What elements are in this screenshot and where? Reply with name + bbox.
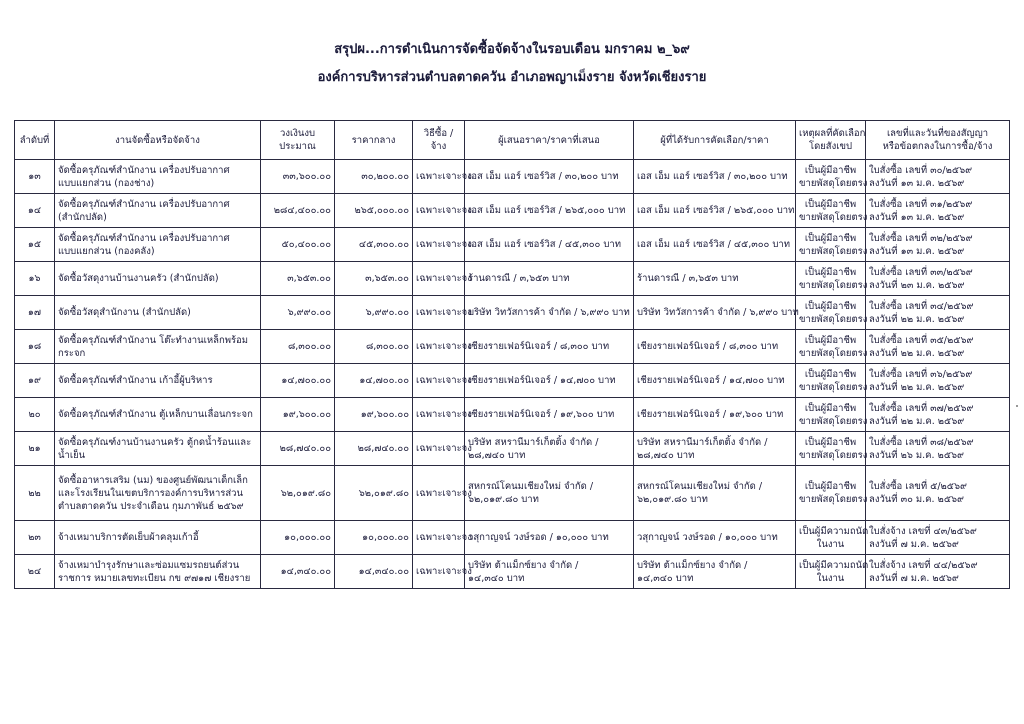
cell-item: [55, 432, 261, 466]
cell-reason-line: เป็นผู้มีอาชีพ: [804, 436, 857, 448]
cell-reason-line: ขายพัสดุโดยตรง: [799, 449, 868, 461]
cell-bidder-line: เชียงรายเฟอร์นิเจอร์ / ๑๙,๖๐๐ บาท: [468, 409, 615, 420]
cell-contract-line: ลงวันที่ ๑๓ ม.ค. ๒๕๖๙: [869, 211, 965, 223]
table-row: [15, 521, 1010, 555]
cell-method: เฉพาะเจาะจง: [413, 521, 465, 555]
cell-method: เฉพาะเจาะจง: [413, 160, 465, 194]
cell-item: [55, 160, 261, 194]
cell-contract: [866, 521, 1010, 555]
cell-median-price: ๑๐,๐๐๐.๐๐: [335, 521, 413, 555]
cell-budget: ๒๘,๗๔๐.๐๐: [261, 432, 335, 466]
cell-selected: [634, 330, 796, 364]
cell-item-line: จัดซื้อวัสดุสำนักงาน (สำนักปลัด): [58, 307, 191, 318]
cell-bidder: [465, 160, 634, 194]
table-header-row: [15, 121, 1010, 160]
cell-bidder-line: เชียงรายเฟอร์นิเจอร์ / ๑๔,๗๐๐ บาท: [468, 375, 616, 386]
cell-method: เฉพาะเจาะจง: [413, 228, 465, 262]
cell-method: เฉพาะเจาะจง: [413, 330, 465, 364]
cell-selected: [634, 521, 796, 555]
cell-contract: [866, 262, 1010, 296]
cell-item: [55, 228, 261, 262]
organization-subtitle: องค์การบริหารส่วนตำบลตาดควัน อำเภอพญาเม็งราย จังหวัดเชียงราย: [317, 70, 707, 85]
cell-reason: [796, 432, 866, 466]
cell-median-price: ๖๒,๐๑๙.๘๐: [335, 466, 413, 521]
cell-contract-line: ลงวันที่ ๒๒ ม.ค. ๒๕๖๙: [869, 381, 965, 393]
cell-bidder: [465, 466, 634, 521]
cell-contract-line: ใบสั่งซื้อ เลขที่ ๓๘/๒๕๖๙: [869, 436, 974, 448]
cell-bidder-line: บริษัท สหรานีมาร์เก็ตติ้ง จำกัด /: [468, 436, 599, 448]
header-line: เหตุผลที่คัดเลือก: [799, 128, 866, 139]
cell-item: [55, 364, 261, 398]
cell-reason-line: เป็นผู้มีอาชีพ: [804, 266, 857, 278]
cell-contract-line: ใบสั่งซื้อ เลขที่ ๓๑/๒๕๖๙: [869, 198, 973, 210]
cell-selected-line: เอส เอ็ม แอร์ เซอร์วิส / ๔๕,๓๐๐ บาท: [637, 239, 790, 250]
cell-item-line: จัดซื้อครุภัณฑ์สำนักงาน โต๊ะทำงานเหล็กพร้อม: [58, 334, 249, 346]
cell-selected-line: วสุกาญจน์ วงษ์รอด / ๑๐,๐๐๐ บาท: [637, 532, 778, 543]
cell-median-price: ๔๕,๓๐๐.๐๐: [335, 228, 413, 262]
cell-contract-line: ใบสั่งจ้าง เลขที่ ๔๔/๒๕๖๙: [869, 559, 978, 571]
column-header-method: วิธีซื้อ / จ้าง: [413, 121, 465, 160]
cell-contract-line: ใบสั่งจ้าง เลขที่ ๔๓/๒๕๖๙: [869, 525, 977, 537]
cell-bidder: [465, 555, 634, 589]
cell-item: [55, 521, 261, 555]
cell-contract: [866, 398, 1010, 432]
cell-bidder-line: ร้านดารณี / ๓,๖๕๓ บาท: [468, 273, 570, 284]
cell-budget: ๓,๖๕๓.๐๐: [261, 262, 335, 296]
cell-item-line: จัดซื้อครุภัณฑ์สำนักงาน เครื่องปรับอากาศ: [58, 198, 230, 210]
cell-reason: [796, 555, 869, 589]
cell-item-line: กระจก: [58, 347, 86, 359]
cell-bidder-line: บริษัท ต้าแม็กซ์ยาง จำกัด /: [468, 559, 579, 571]
cell-contract-line: ใบสั่งซื้อ เลขที่ ๓๕/๒๕๖๙: [869, 334, 974, 346]
cell-selected-line: ๖๒,๐๑๙.๘๐ บาท: [637, 494, 708, 505]
cell-number: ๑๖: [15, 262, 55, 296]
table-row: [15, 466, 1010, 521]
cell-contract: [866, 330, 1010, 364]
cell-selected: [634, 398, 796, 432]
table-body: [15, 160, 1010, 589]
cell-median-price: ๑๔,๓๔๐.๐๐: [335, 555, 413, 589]
cell-contract-line: ลงวันที่ ๒๒ ม.ค. ๒๕๖๙: [869, 415, 965, 427]
cell-selected: [634, 555, 796, 589]
cell-method: เฉพาะเจาะจง: [413, 364, 465, 398]
cell-median-price: ๘,๓๐๐.๐๐: [335, 330, 413, 364]
cell-item-line: จัดซื้อครุภัณฑ์งานบ้านงานครัว ตู้กดน้ำร้อนและ: [58, 436, 252, 448]
cell-reason-line: ขายพัสดุโดยตรง: [799, 177, 868, 189]
column-header-selected: ผู้ที่ได้รับการคัดเลือก/ราคา: [634, 121, 796, 160]
cell-bidder: [465, 194, 634, 228]
cell-bidder-line: ๖๒,๐๑๙.๘๐ บาท: [468, 494, 539, 505]
cell-reason-line: ขายพัสดุโดยตรง: [799, 245, 868, 257]
cell-bidder: [465, 398, 634, 432]
cell-reason-line: เป็นผู้มีความถนัด: [799, 559, 869, 571]
header-line: โดยสังเขป: [808, 141, 853, 152]
cell-bidder: [465, 521, 634, 555]
cell-contract-line: ใบสั่งซื้อ เลขที่ ๓๒/๒๕๖๙: [869, 232, 973, 244]
column-header-contract: [866, 121, 1010, 160]
cell-reason-line: เป็นผู้มีความถนัด: [799, 525, 869, 537]
table-row: [15, 228, 1010, 262]
cell-number: ๑๗: [15, 296, 55, 330]
column-header-item: งานจัดซื้อหรือจัดจ้าง: [55, 121, 261, 160]
cell-item-line: จัดซื้ออาหารเสริม (นม) ของศูนย์พัฒนาเด็กเล็ก: [58, 474, 248, 486]
cell-number: ๒๑: [15, 432, 55, 466]
cell-contract: [866, 432, 1010, 466]
cell-item-line: (สำนักปลัด): [58, 211, 107, 223]
cell-selected: [634, 466, 796, 521]
cell-selected: [634, 364, 796, 398]
cell-reason-line: ในงาน: [816, 538, 845, 550]
cell-item-line: ราชการ หมายเลขทะเบียน กข ๙๗๑๗ เชียงราย: [58, 572, 251, 584]
cell-median-price: ๒๘,๗๔๐.๐๐: [335, 432, 413, 466]
cell-reason-line: เป็นผู้มีอาชีพ: [804, 232, 857, 244]
cell-bidder-line: สหกรณ์โคนมเชียงใหม่ จำกัด /: [468, 481, 594, 492]
cell-reason-line: ขายพัสดุโดยตรง: [799, 347, 868, 359]
cell-reason-line: ขายพัสดุโดยตรง: [799, 313, 868, 325]
cell-contract-line: ลงวันที่ ๒๒ ม.ค. ๒๕๖๙: [869, 313, 965, 325]
cell-number: ๒๔: [15, 555, 55, 589]
cell-contract-line: ลงวันที่ ๒๖ ม.ค. ๒๕๖๙: [869, 449, 964, 461]
cell-reason-line: ขายพัสดุโดยตรง: [799, 381, 868, 393]
table-row: [15, 432, 1010, 466]
cell-contract-line: ลงวันที่ ๗ ม.ค. ๒๕๖๙: [869, 538, 959, 550]
header-line: เลขที่และวันที่ของสัญญา: [886, 128, 989, 139]
cell-budget: ๑๔,๓๔๐.๐๐: [261, 555, 335, 589]
cell-contract: [866, 364, 1010, 398]
cell-item: [55, 466, 261, 521]
column-header-bidder: ผู้เสนอราคา/ราคาที่เสนอ: [465, 121, 634, 160]
cell-contract: [866, 466, 1010, 521]
cell-item-line: และโรงเรียนในเขตบริการองค์การบริหารส่วน: [58, 487, 244, 499]
cell-number: ๒๐: [15, 398, 55, 432]
cell-selected-line: บริษัท วิทวัสการค้า จำกัด / ๖,๙๙๐ บาท: [637, 307, 799, 318]
cell-number: ๑๕: [15, 228, 55, 262]
cell-reason-line: เป็นผู้มีอาชีพ: [804, 164, 857, 176]
cell-selected-line: เอส เอ็ม แอร์ เซอร์วิส / ๒๖๕,๐๐๐ บาท: [637, 205, 795, 216]
table-row: [15, 296, 1010, 330]
table-row: [15, 194, 1010, 228]
cell-reason: [796, 330, 866, 364]
cell-budget: ๒๘๔,๔๐๐.๐๐: [261, 194, 335, 228]
table-row: [15, 330, 1010, 364]
column-header-number: ลำดับที่: [15, 121, 55, 160]
cell-contract-line: ใบสั่งซื้อ เลขที่ ๓๗/๒๕๖๙: [869, 402, 974, 414]
cell-item: [55, 194, 261, 228]
cell-selected-line: ๒๘,๗๔๐ บาท: [637, 449, 695, 461]
cell-selected-line: ๑๔,๓๔๐ บาท: [637, 572, 694, 584]
cell-selected-line: ร้านดารณี / ๓,๖๕๓ บาท: [637, 273, 739, 284]
column-header-median-price: ราคากลาง: [335, 121, 413, 160]
cell-item-line: จัดซื้อครุภัณฑ์สำนักงาน เก้าอี้ผู้บริหาร: [58, 375, 213, 386]
cell-bidder-line: เอส เอ็ม แอร์ เซอร์วิส / ๔๕,๓๐๐ บาท: [468, 239, 621, 250]
cell-contract-line: ลงวันที่ ๒๓ ม.ค. ๒๕๖๙: [869, 279, 965, 291]
cell-item-line: จ้างเหมาบำรุงรักษาและซ่อมแซมรถยนต์ส่วน: [58, 559, 240, 571]
cell-budget: ๑๔,๗๐๐.๐๐: [261, 364, 335, 398]
cell-number: ๒๓: [15, 521, 55, 555]
cell-contract-line: ลงวันที่ ๑๓ ม.ค. ๒๕๖๙: [869, 177, 965, 189]
cell-bidder: [465, 364, 634, 398]
cell-median-price: ๑๙,๖๐๐.๐๐: [335, 398, 413, 432]
cell-bidder: [465, 296, 634, 330]
cell-reason: [796, 160, 866, 194]
cell-selected-line: บริษัท ต้าแม็กซ์ยาง จำกัด /: [637, 559, 748, 571]
cell-contract: [866, 296, 1010, 330]
cell-item-line: น้ำเย็น: [58, 449, 86, 461]
cell-reason: [796, 296, 866, 330]
cell-reason-line: เป็นผู้มีอาชีพ: [804, 368, 857, 380]
cell-budget: ๑๐,๐๐๐.๐๐: [261, 521, 335, 555]
document-title: สรุปผ...การดำเนินการจัดซื้อจัดจ้างในรอบเดือน มกราคม ๒_๖๙: [334, 42, 690, 57]
procurement-table: [14, 120, 1010, 589]
cell-reason-line: เป็นผู้มีอาชีพ: [804, 300, 857, 312]
cell-budget: ๓๓,๖๐๐.๐๐: [261, 160, 335, 194]
cell-selected: [634, 194, 796, 228]
cell-selected-line: เอส เอ็ม แอร์ เซอร์วิส / ๓๐,๒๐๐ บาท: [637, 171, 788, 182]
cell-method: เฉพาะเจาะจง: [413, 296, 465, 330]
cell-reason-line: ขายพัสดุโดยตรง: [799, 415, 868, 427]
cell-item: [55, 296, 261, 330]
cell-number: ๑๘: [15, 330, 55, 364]
cell-contract-line: ลงวันที่ ๗ ม.ค. ๒๕๖๙: [869, 572, 959, 584]
cell-selected-line: บริษัท สหรานีมาร์เก็ตติ้ง จำกัด /: [637, 436, 768, 448]
cell-contract-line: ใบสั่งซื้อ เลขที่ ๓๐/๒๕๖๙: [869, 164, 973, 176]
cell-item-line: จัดซื้อวัสดุงานบ้านงานครัว (สำนักปลัด): [58, 273, 219, 284]
cell-contract-line: ใบสั่งซื้อ เลขที่ ๓๖/๒๕๖๙: [869, 368, 973, 380]
cell-reason: [796, 364, 866, 398]
cell-bidder-line: ๒๘,๗๔๐ บาท: [468, 449, 526, 461]
cell-reason: [796, 398, 866, 432]
cell-number: ๑๓: [15, 160, 55, 194]
cell-reason: [796, 228, 866, 262]
cell-item: [55, 398, 261, 432]
cell-method: เฉพาะเจาะจง: [413, 555, 465, 589]
cell-contract-line: ลงวันที่ ๓๐ ม.ค. ๒๕๖๙: [869, 494, 964, 505]
cell-number: ๑๙: [15, 364, 55, 398]
cell-reason-line: เป็นผู้มีอาชีพ: [804, 402, 857, 414]
cell-reason-line: เป็นผู้มีอาชีพ: [804, 198, 857, 210]
cell-selected: [634, 228, 796, 262]
cell-selected: [634, 296, 799, 330]
table-row: [15, 160, 1010, 194]
cell-item: [55, 330, 261, 364]
cell-bidder: [465, 262, 634, 296]
table-row: [15, 398, 1010, 432]
cell-contract: [866, 160, 1010, 194]
cell-selected-line: สหกรณ์โคนมเชียงใหม่ จำกัด /: [637, 481, 763, 492]
cell-contract-line: ใบสั่งซื้อ เลขที่ ๕/๒๕๖๙: [869, 481, 967, 492]
cell-bidder-line: เชียงรายเฟอร์นิเจอร์ / ๘,๓๐๐ บาท: [468, 341, 610, 352]
cell-bidder: [465, 330, 634, 364]
cell-selected: [634, 262, 796, 296]
cell-contract-line: ใบสั่งซื้อ เลขที่ ๓๔/๒๕๖๙: [869, 300, 974, 312]
cell-bidder-line: วสุกาญจน์ วงษ์รอด / ๑๐,๐๐๐ บาท: [468, 532, 609, 543]
cell-method: เฉพาะเจาะจง: [413, 398, 465, 432]
cell-reason-line: ขายพัสดุโดยตรง: [799, 211, 868, 223]
cell-contract: [866, 228, 1010, 262]
cell-number: ๑๔: [15, 194, 55, 228]
cell-bidder: [465, 228, 634, 262]
cell-number: ๒๒: [15, 466, 55, 521]
column-header-reason: [796, 121, 866, 160]
table-row: [15, 555, 1010, 589]
cell-budget: ๖,๙๙๐.๐๐: [261, 296, 335, 330]
cell-selected: [634, 432, 796, 466]
cell-item-line: จัดซื้อครุภัณฑ์สำนักงาน เครื่องปรับอากาศ: [58, 232, 230, 244]
cell-item-line: แบบแยกส่วน (กองช่าง): [58, 177, 155, 189]
cell-median-price: ๑๔,๗๐๐.๐๐: [335, 364, 413, 398]
cell-budget: ๕๐,๔๐๐.๐๐: [261, 228, 335, 262]
cell-budget: ๘,๓๐๐.๐๐: [261, 330, 335, 364]
cell-bidder-line: เอส เอ็ม แอร์ เซอร์วิส / ๒๖๕,๐๐๐ บาท: [468, 205, 626, 216]
cell-reason-line: เป็นผู้มีอาชีพ: [804, 334, 857, 346]
cell-median-price: ๖,๙๙๐.๐๐: [335, 296, 413, 330]
cell-reason-line: ขายพัสดุโดยตรง: [799, 494, 868, 505]
cell-method: เฉพาะเจาะจง: [413, 262, 465, 296]
cell-bidder-line: บริษัท วิทวัสการค้า จำกัด / ๖,๙๙๐ บาท: [468, 307, 630, 318]
cell-item: [55, 555, 261, 589]
column-header-budget: วงเงินงบประมาณ: [261, 121, 335, 160]
cell-reason-line: ในงาน: [816, 572, 845, 584]
cell-median-price: ๓,๖๕๓.๐๐: [335, 262, 413, 296]
cell-budget: ๖๒,๐๑๙.๘๐: [261, 466, 335, 521]
cell-reason: [796, 466, 866, 521]
cell-selected-line: เชียงรายเฟอร์นิเจอร์ / ๑๔,๗๐๐ บาท: [637, 375, 785, 386]
cell-bidder-line: เอส เอ็ม แอร์ เซอร์วิส / ๓๐,๒๐๐ บาท: [468, 171, 619, 182]
cell-item-line: ตำบลตาดควัน ประจำเดือน กุมภาพันธ์ ๒๕๖๙: [58, 500, 244, 512]
cell-selected: [634, 160, 796, 194]
cell-reason-line: ขายพัสดุโดยตรง: [799, 279, 868, 291]
cell-method: เฉพาะเจาะจง: [413, 432, 465, 466]
cell-contract: [866, 194, 1010, 228]
cell-reason: [796, 194, 866, 228]
cell-contract-line: ลงวันที่ ๒๒ ม.ค. ๒๕๖๙: [869, 347, 965, 359]
cell-item-line: จ้างเหมาบริการตัดเย็บผ้าคลุมเก้าอี้: [58, 532, 199, 543]
scan-speck: [1016, 405, 1018, 407]
table-row: [15, 262, 1010, 296]
cell-selected-line: เชียงรายเฟอร์นิเจอร์ / ๑๙,๖๐๐ บาท: [637, 409, 784, 420]
cell-median-price: ๒๖๕,๐๐๐.๐๐: [335, 194, 413, 228]
table-row: [15, 364, 1010, 398]
cell-contract: [866, 555, 1010, 589]
cell-bidder: [465, 432, 634, 466]
cell-reason: [796, 521, 869, 555]
cell-selected-line: เชียงรายเฟอร์นิเจอร์ / ๘,๓๐๐ บาท: [637, 341, 779, 352]
header-line: หรือข้อตกลงในการซื้อ/จ้าง: [882, 141, 993, 152]
cell-budget: ๑๙,๖๐๐.๐๐: [261, 398, 335, 432]
cell-bidder-line: ๑๔,๓๔๐ บาท: [468, 572, 525, 584]
cell-reason: [796, 262, 866, 296]
cell-item-line: จัดซื้อครุภัณฑ์สำนักงาน เครื่องปรับอากาศ: [58, 164, 230, 176]
cell-item: [55, 262, 261, 296]
cell-item-line: จัดซื้อครุภัณฑ์สำนักงาน ตู้เหล็กบานเลื่อนกระจก: [58, 409, 253, 420]
cell-method: เฉพาะเจาะจง: [413, 194, 465, 228]
cell-contract-line: ใบสั่งซื้อ เลขที่ ๓๓/๒๕๖๙: [869, 266, 973, 278]
cell-item-line: แบบแยกส่วน (กองคลัง): [58, 245, 155, 257]
cell-reason-line: เป็นผู้มีอาชีพ: [804, 481, 857, 492]
cell-method: เฉพาะเจาะจง: [413, 466, 465, 521]
cell-median-price: ๓๐,๒๐๐.๐๐: [335, 160, 413, 194]
cell-contract-line: ลงวันที่ ๑๓ ม.ค. ๒๕๖๙: [869, 245, 965, 257]
